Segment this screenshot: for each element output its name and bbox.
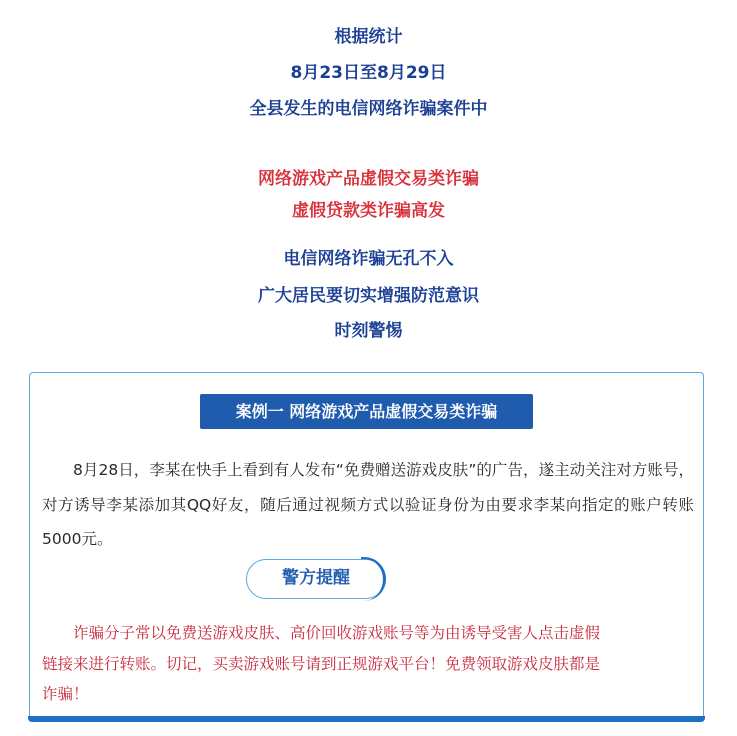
intro-date-range: 8月23日至8月29日: [290, 63, 447, 83]
intro-stats-label: 根据统计: [334, 27, 403, 47]
police-alert-text: 诈骗分子常以免费送游戏皮肤、高价回收游戏账号等为由诱导受害人点击虚假链接来进行转账。切记，买卖游戏账号请到正规游戏平台！免费领取游戏皮肤都是诈骗！: [42, 624, 601, 703]
case-title: 案例一 网络游戏产品虚假交易类诈骗: [200, 394, 533, 429]
case-card-bottom-bar: [28, 716, 705, 722]
case-card: [29, 372, 704, 719]
police-alert-badge: 警方提醒: [246, 559, 386, 599]
intro-warning-line-2: 广大居民要切实增强防范意识: [258, 286, 479, 306]
case-body: 8月28日，李某在快手上看到有人发布“免费赠送游戏皮肤”的广告，遂主动关注对方账号，对方诱导李某添加其QQ好友，随后通过视频方式以验证身份为由要求李某向指定的账户转账5000元。: [42, 461, 694, 548]
intro-warning-line-1: 电信网络诈骗无孔不入: [283, 249, 454, 269]
intro-highlight-loan-fraud: 虚假贷款类诈骗高发: [292, 201, 445, 221]
intro-warning-line-3: 时刻警惕: [334, 321, 403, 341]
intro-highlight-game-fraud: 网络游戏产品虚假交易类诈骗: [258, 169, 479, 189]
intro-scope: 全县发生的电信网络诈骗案件中: [249, 99, 488, 119]
